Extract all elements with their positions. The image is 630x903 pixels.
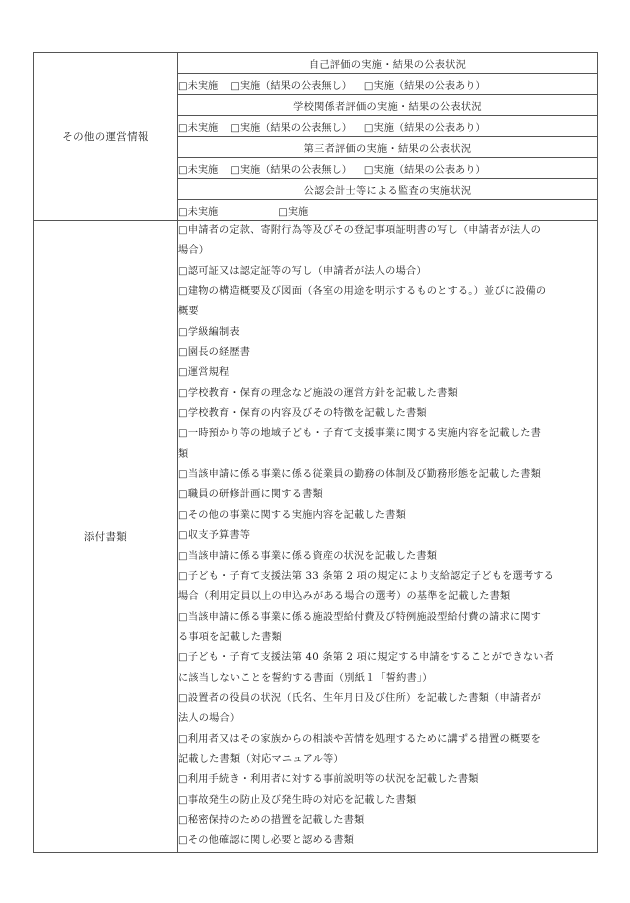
attachment-line: に該当しないことを誓約する書面（別紙１「誓約書」） [178,672,433,684]
attachment-line[interactable]: □職員の研修計画に関する書類 [178,489,323,501]
self-evaluation-heading: 自己評価の実施・結果の公表状況 [178,53,598,74]
third-party-option-implemented-published[interactable]: □実施（結果の公表あり） [363,164,486,176]
attachment-line[interactable]: □園長の経歴書 [178,347,251,359]
attachment-line[interactable]: □申請者の定款、寄附行為等及びその登記事項証明書の写し（申請者が法人の [178,225,541,236]
third-party-option-not-implemented[interactable]: □未実施 [178,164,219,176]
attachment-line[interactable]: □子ども・子育て支援法第 40 条第 2 項に規定する申請をすることができない者 [178,652,555,664]
attachment-line[interactable]: □収支予算書等 [178,530,251,542]
attachment-line: 記載した書類（対応マニュアル等） [178,753,344,765]
attachment-line[interactable]: □事故発生の防止及び発生時の対応を記載した書類 [178,794,417,806]
self-evaluation-options [178,74,598,95]
school-stakeholder-evaluation-options [178,116,598,137]
attachment-line[interactable]: □建物の構造概要及び図面（各室の用途を明示するものとする。）並びに設備の [178,286,547,298]
application-form-table [33,52,598,853]
third-party-option-implemented-unpublished[interactable]: □実施（結果の公表無し） [230,164,352,176]
audit-options [178,200,598,221]
third-party-evaluation-heading: 第三者評価の実施・結果の公表状況 [178,137,598,158]
attachment-line: 概要 [178,306,199,318]
attachment-line[interactable]: □当該申請に係る事業に係る施設型給付費及び特例施設型給付費の請求に関す [178,611,541,623]
attachment-line: る事項を記載した書類 [178,631,282,643]
self-evaluation-option-implemented-unpublished[interactable]: □実施（結果の公表無し） [230,80,352,92]
audit-option-implemented[interactable]: □実施 [278,206,309,218]
attachment-line[interactable]: □その他確認に関し必要と認める書類 [178,835,355,847]
attachment-line[interactable]: □一時預かり等の地域子ども・子育て支援事業に関する実施内容を記載した書 [178,428,541,440]
attachments-list [178,221,598,853]
attachment-line[interactable]: □秘密保持のための措置を記載した書類 [178,814,365,826]
attachment-line[interactable]: □子ども・子育て支援法第 33 条第 2 項の規定により支給認定子どもを選考する [178,570,555,582]
audit-heading: 公認会計士等による監査の実施状況 [178,179,598,200]
attachment-line: 場合（利用定員以上の申込みがある場合の選考）の基準を記載した書類 [178,591,511,603]
attachment-line[interactable]: □学級編制表 [178,326,240,338]
attachment-line[interactable]: □当該申請に係る事業に係る資産の状況を記載した書類 [178,550,438,562]
other-operations-label: その他の運営情報 [34,53,178,221]
stakeholder-option-not-implemented[interactable]: □未実施 [178,122,219,134]
school-stakeholder-evaluation-heading: 学校関係者評価の実施・結果の公表状況 [178,95,598,116]
attachment-line[interactable]: □当該申請に係る事業に係る従業員の勤務の体制及び勤務形態を記載した書類 [178,469,541,481]
attachment-line[interactable]: □利用手続き・利用者に対する事前説明等の状況を記載した書類 [178,774,479,786]
third-party-evaluation-options [178,158,598,179]
attachment-line: 法人の場合） [178,713,241,725]
attachment-line[interactable]: □その他の事業に関する実施内容を記載した書類 [178,509,406,521]
attachment-line[interactable]: □運営規程 [178,367,230,379]
attachment-line[interactable]: □利用者又はその家族からの相談や苦情を処理するために講ずる措置の概要を [178,733,541,745]
attachment-line[interactable]: □認可証又は認定証等の写し（申請者が法人の場合） [178,265,427,277]
attachment-line[interactable]: □設置者の役員の状況（氏名、生年月日及び住所）を記載した書類（申請者が [178,692,541,704]
attachment-line[interactable]: □学校教育・保育の内容及びその特徴を記載した書類 [178,408,427,420]
self-evaluation-option-implemented-published[interactable]: □実施（結果の公表あり） [363,80,486,92]
attachments-row [34,221,598,853]
self-evaluation-heading-row [34,53,598,74]
attachments-label: 添付書類 [34,221,178,853]
stakeholder-option-implemented-unpublished[interactable]: □実施（結果の公表無し） [230,122,352,134]
attachment-line: 場合） [178,245,210,257]
attachment-line: 類 [178,448,189,460]
audit-option-not-implemented[interactable]: □未実施 [178,206,219,218]
stakeholder-option-implemented-published[interactable]: □実施（結果の公表あり） [363,122,486,134]
self-evaluation-option-not-implemented[interactable]: □未実施 [178,80,219,92]
attachment-line[interactable]: □学校教育・保育の理念など施設の運営方針を記載した書類 [178,387,458,399]
